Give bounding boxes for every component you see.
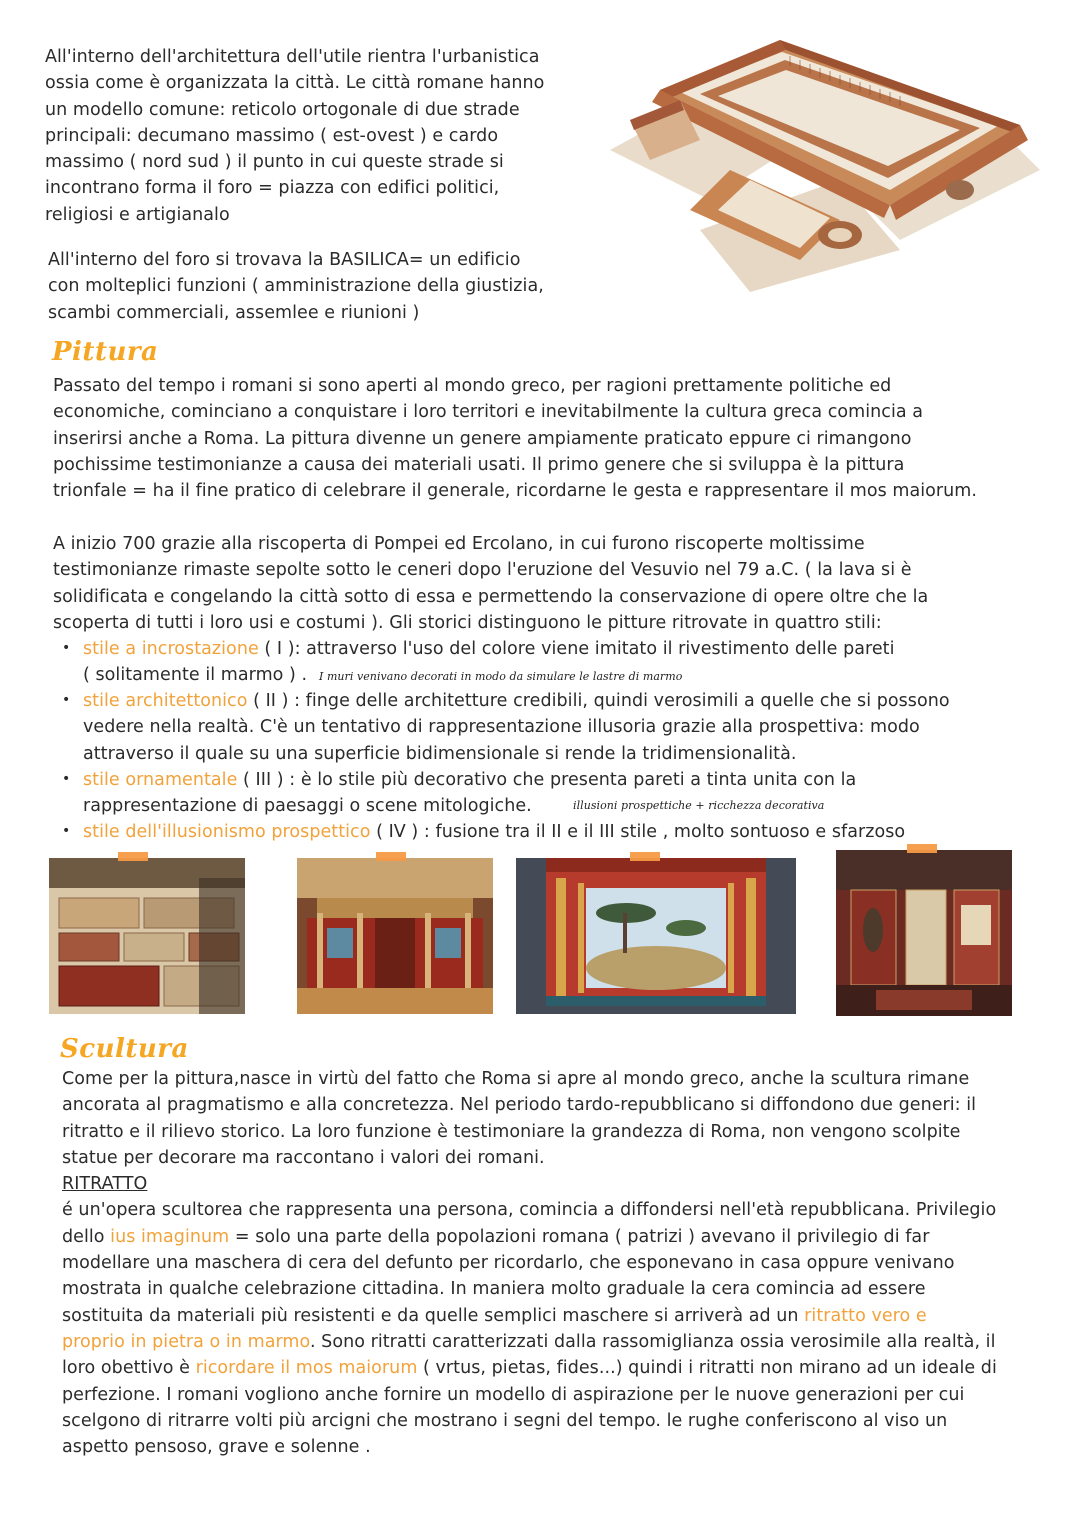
- scultura-line: ancorata al pragmatismo e alla concretezza. Nel periodo tardo-repubblicano si diffondono due generi: il: [62, 1095, 977, 1116]
- highlight-pietra-marmo: proprio in pietra o in marmo: [62, 1331, 310, 1352]
- ritratto-line: dello ius imaginum = solo una parte della popolazioni romana ( patrizi ) avevano il privilegio di far: [62, 1226, 930, 1247]
- style-name: stile architettonico: [83, 691, 248, 711]
- ritratto-line: aspetto pensoso, grave e solenne .: [62, 1437, 371, 1458]
- intro-line: All'interno dell'architettura dell'utile rientra l'urbanistica: [45, 47, 540, 67]
- pittura-line: solidificata e congelando la città sotto di essa e permettendo la conservazione di opere oltre che la: [53, 586, 929, 607]
- bullet-icon: •: [62, 771, 71, 787]
- fresco-style-4-image: [836, 850, 1012, 1016]
- style-desc: ( III ) : è lo stile più decorativo che presenta pareti a tinta unita con la: [237, 770, 857, 790]
- style-desc-cont: ( solitamente il marmo ) .: [83, 665, 308, 686]
- intro-line: principali: decumano massimo ( est-ovest ) e cardo: [45, 125, 499, 146]
- scultura-line: ritratto e il rilievo storico. La loro funzione è testimoniare la grandezza di Roma, non vengono scolpite: [62, 1121, 961, 1142]
- basilica-paragraph: [48, 247, 588, 326]
- pittura-line: testimonianze rimaste sepolte sotto le ceneri dopo l'eruzione del Vesuvio nel 79 a.C. ( la lava si è: [53, 560, 912, 581]
- intro-line: un modello comune: reticolo ortogonale di due strade: [45, 99, 520, 120]
- forum-illustration: [600, 30, 1040, 295]
- style-desc-cont: vedere nella realtà. C'è un tentativo di rappresentazione illusoria grazie alla prospettiva: modo: [83, 717, 920, 738]
- pittura-line: trionfale = ha il fine pratico di celebrare il generale, ricordarne le gesta e rappresentare il mos maiorum.: [53, 481, 978, 502]
- ritratto-line: perfezione. I romani vogliono anche fornire un modello di aspirazione per le nuove generazioni per cui: [62, 1384, 965, 1405]
- style-desc: ( I ): attraverso l'uso del colore viene imitato il rivestimento delle pareti: [258, 639, 895, 659]
- ritratto-line: scelgono di ritrarre volti più arcigni che mostrano i segni del tempo. le rughe conferiscono al viso un: [62, 1410, 948, 1431]
- style-item-1: [83, 636, 1043, 689]
- pittura-line: economiche, cominciano a conquistare i loro territori e inevitabilmente la cultura greca comincia a: [53, 402, 924, 423]
- bullet-icon: •: [62, 640, 71, 656]
- tape-decoration: [630, 852, 660, 861]
- scultura-line: statue per decorare ma raccontano i valori dei romani.: [62, 1147, 545, 1168]
- tape-decoration: [907, 844, 937, 853]
- intro-line: religiosi e artigianalo: [45, 204, 230, 225]
- ritratto-line: sostituita da materiali più resistenti e da quelle semplici maschere si arriverà ad un ritratto vero e: [62, 1305, 927, 1326]
- fresco-style-2-image: [297, 858, 493, 1014]
- style-item-4: [83, 819, 1043, 845]
- style-name: stile a incrostazione: [83, 639, 259, 659]
- scultura-paragraph: [62, 1066, 1062, 1460]
- fresco-style-1-image: [49, 858, 245, 1014]
- basilica-line: All'interno del foro si trovava la BASILICA= un edificio: [48, 250, 521, 270]
- bullet-icon: •: [62, 692, 71, 708]
- intro-line: incontrano forma il foro = piazza con edifici politici,: [45, 178, 500, 199]
- handwritten-note: illusioni prospettiche + ricchezza decorativa: [573, 799, 825, 813]
- style-item-2: [83, 688, 1043, 767]
- style-name: stile dell'illusionismo prospettico: [83, 822, 371, 842]
- basilica-line: scambi commerciali, assemlee e riunioni ): [48, 302, 420, 323]
- pittura-line: A inizio 700 grazie alla riscoperta di Pompei ed Ercolano, in cui furono riscoperte moltissime: [53, 534, 865, 554]
- pittura-line: pochissime testimonianze a causa dei materiali usati. Il primo genere che si sviluppa è la pittura: [53, 454, 905, 475]
- basilica-line: con molteplici funzioni ( amministrazione della giustizia,: [48, 276, 544, 297]
- bullet-icon: •: [62, 823, 71, 839]
- tape-decoration: [118, 852, 148, 861]
- highlight-mos-maiorum: ricordare il mos maiorum: [195, 1358, 418, 1379]
- scultura-heading: Scultura: [60, 1034, 189, 1064]
- intro-paragraph: [45, 44, 585, 228]
- ritratto-line: é un'opera scultorea che rappresenta una persona, comincia a diffondersi nell'età repubblicana. Privilegio: [62, 1200, 997, 1221]
- scultura-line: Come per la pittura,nasce in virtù del fatto che Roma si apre al mondo greco, anche la scultura rimane: [62, 1069, 970, 1089]
- ritratto-line: loro obettivo è ricordare il mos maiorum ( vrtus, pietas, fides...) quindi i ritratti non mirano ad un ideale di: [62, 1358, 997, 1379]
- handwritten-note: I muri venivano decorati in modo da simulare le lastre di marmo: [319, 670, 683, 684]
- intro-line: massimo ( nord sud ) il punto in cui queste strade si: [45, 152, 504, 173]
- pittura-heading: Pittura: [52, 337, 159, 367]
- pittura-line: scoperta di tutti i loro usi e costumi ). Gli storici distinguono le pitture ritrovate in quattro stili:: [53, 612, 882, 633]
- ritratto-title: RITRATTO: [62, 1174, 148, 1195]
- highlight-ius-imaginum: ius imaginum: [110, 1226, 230, 1247]
- intro-line: ossia come è organizzata la città. Le città romane hanno: [45, 73, 545, 94]
- ritratto-line: proprio in pietra o in marmo. Sono ritratti caratterizzati dalla rassomiglianza ossia verosimile alla realtà, il: [62, 1331, 996, 1352]
- ritratto-line: mostrata in qualche celebrazione cittadina. In maniera molto graduale la cera comincia ad essere: [62, 1279, 926, 1300]
- highlight-ritratto: ritratto vero e: [804, 1305, 927, 1326]
- ritratto-line: modellare una maschera di cera del defunto per ricordarlo, che esponevano in casa oppure venivano: [62, 1253, 955, 1274]
- pittura-paragraph-2: [53, 531, 1053, 636]
- pittura-line: inserirsi anche a Roma. La pittura divenne un genere ampiamente praticato eppure ci rimangono: [53, 428, 912, 449]
- tape-decoration: [376, 852, 406, 861]
- pittura-line: Passato del tempo i romani si sono aperti al mondo greco, per ragioni prettamente politiche ed: [53, 376, 892, 396]
- style-name: stile ornamentale: [83, 770, 238, 790]
- fresco-style-3-image: [516, 858, 796, 1014]
- style-desc-cont: attraverso il quale su una superficie bidimensionale si rende la tridimensionalità.: [83, 743, 797, 764]
- style-item-3: [83, 767, 1043, 820]
- style-desc: ( IV ) : fusione tra il II e il III stile , molto sontuoso e sfarzoso: [370, 822, 906, 842]
- pittura-paragraph-1: [53, 373, 1053, 504]
- style-desc-cont: rappresentazione di paesaggi o scene mitologiche.: [83, 796, 532, 817]
- style-desc: ( II ) : finge delle architetture credibili, quindi verosimili a quelle che si possono: [247, 691, 950, 711]
